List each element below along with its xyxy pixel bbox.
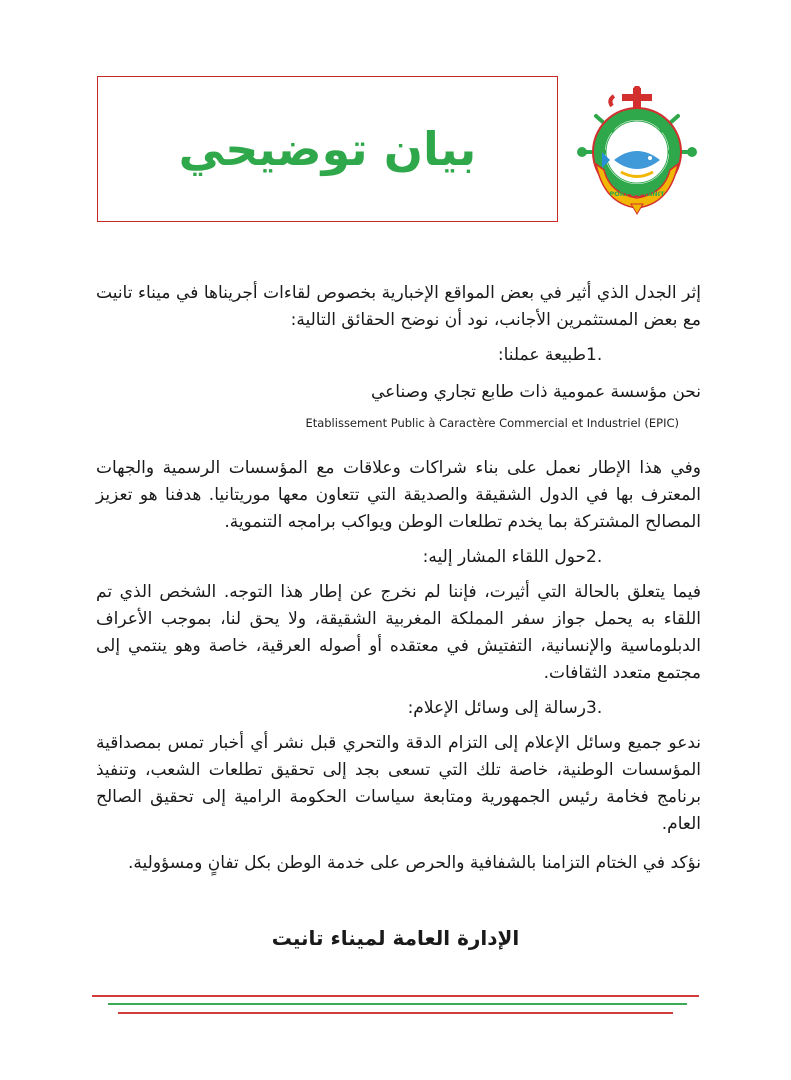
section-number: 2. [586,547,603,567]
port-anchor-logo-icon [574,86,700,216]
section-3-text: ندعو جميع وسائل الإعلام إلى التزام الدقة والتحري قبل نشر أي أخبار تمس بمصداقية المؤسسات الوطنية، خاصة تلك التي تسعى بجد إلى تحقيق تطلعات الشعب، وتنفيذ برنامج فخامة رئيس الجمهورية ومتابعة سياسات الحكومة الرامية إلى تحقيق الصالح العام. [96,733,701,834]
footer-rule-red-top [92,995,699,997]
closing-paragraph: نؤكد في الختام التزامنا بالشفافية والحرص على خدمة الوطن بكل تفانٍ ومسؤولية. [128,853,701,873]
section-heading: رسالة إلى وسائل الإعلام: [407,698,586,718]
intro-paragraph: إثر الجدل الذي أثير في بعض المواقع الإخبارية بخصوص لقاءات أجريناها في ميناء تانيت مع بعض المستثمرين الأجانب، نود أن نوضح الحقائق التالية: [96,283,701,330]
section-3-heading [96,695,701,722]
section-1-lead: نحن مؤسسة عمومية ذات طابع تجاري وصناعي [370,382,701,402]
title-box [97,76,558,222]
section-number: 1. [586,345,603,365]
statement-body [96,280,701,877]
section-2-text: فيما يتعلق بالحالة التي أثيرت، فإننا لم نخرج عن إطار هذا التوجه. الشخص الذي تم اللقاء به يحمل جواز سفر المملكة المغربية الشقيقة، ولا يحق لنا، بموجب الأعراف الدبلوماسية والإنسانية، التفتيش في معتقده أو أصوله العرقية، خاصة وهو ينتمي إلى مجتمع متعدد الثقافات. [96,582,701,683]
document-title: بيان توضيحي [178,122,477,176]
signature: الإدارة العامة لميناء تانيت [271,926,520,950]
section-2-heading [96,544,701,571]
section-number: 3. [586,698,603,718]
section-1-lead-fr: Etablissement Public à Caractère Commercial et Industriel (EPIC) [305,416,679,430]
footer-rule-green [108,1003,687,1005]
section-1-text: وفي هذا الإطار نعمل على بناء شراكات وعلاقات مع المؤسسات الرسمية والجهات المعترف بها في الدول الشقيقة والصديقة التي تتعاون معها موريتانيا. هدفنا هو تعزيز المصالح المشتركة بما يخدم تطلعات الوطن ويواكب برامجه التنموية. [96,458,701,532]
section-heading: طبيعة عملنا: [497,345,586,365]
section-heading: حول اللقاء المشار إليه: [422,547,586,567]
section-1-heading [96,342,701,369]
footer-rule-red-bottom [118,1012,673,1014]
logo-caption: PORT DE TANIT [609,190,665,198]
